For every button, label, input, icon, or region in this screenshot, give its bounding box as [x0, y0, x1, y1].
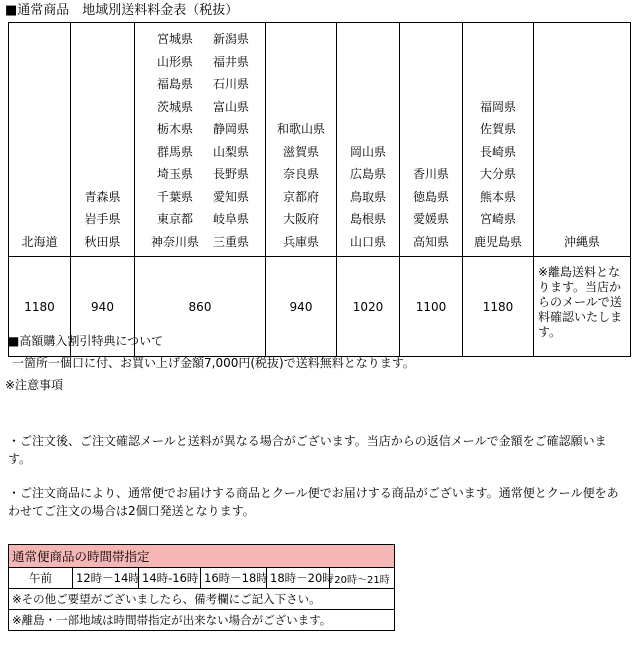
region-name: 長崎県 [479, 144, 516, 159]
region-name: 長野県 [213, 167, 250, 181]
region-name: 福井県 [213, 54, 250, 69]
region-name: 茨城県 [156, 99, 193, 114]
time-table-note-2: ※離島・一部地域は時間帯指定が出来ない場合がございます。 [9, 610, 395, 631]
region-name: 山口県 [349, 234, 386, 249]
region-name: 岡山県 [349, 144, 386, 159]
time-table-note-1: ※その他ご要望がございましたら、備考欄にご記入下さい。 [9, 589, 395, 610]
region-name: 新潟県 [213, 32, 250, 46]
region-name: 鳥取県 [349, 189, 386, 204]
region-name: 鹿児島県 [473, 234, 522, 249]
region-name: 岩手県 [84, 212, 121, 226]
region-name: 佐賀県 [479, 122, 516, 136]
price-kansai: 940 [266, 257, 337, 357]
region-name: 滋賀県 [282, 144, 319, 159]
time-slot-18-20: 18時－20時 [267, 568, 330, 589]
discount-heading: ■高額購入割引特典について [8, 334, 164, 348]
region-name: 東京都 [156, 212, 193, 226]
price-shikoku: 1100 [400, 257, 463, 357]
region-name: 千葉県 [156, 189, 193, 204]
region-name: 愛媛県 [412, 212, 449, 226]
shipping-rate-table [8, 22, 631, 357]
price-kyushu: 1180 [463, 257, 534, 357]
region-kanto-chubu [135, 23, 266, 257]
region-kansai [266, 23, 337, 257]
time-slot-14-16: 14時-16時 [139, 568, 201, 589]
region-name: 石川県 [213, 77, 250, 91]
page-title: ■通常商品 地域別送料料金表（税抜） [5, 3, 239, 18]
notes-heading: ※注意事項 [5, 378, 64, 392]
note-item-2: ・ご注文商品により、通常便でお届けする商品とクール便でお届けする商品がございます。通常便とクール便をあわせてご注文の場合は2個口発送となります。 [8, 486, 619, 518]
region-hokkaido [9, 23, 71, 257]
region-name: 香川県 [412, 167, 449, 181]
okinawa-note: ※離島送料となります。当店からのメールで送料確認いたします。 [534, 257, 631, 357]
region-okinawa [534, 23, 631, 257]
region-name: 富山県 [213, 99, 250, 114]
delivery-time-table [8, 544, 395, 631]
region-name: 和歌山県 [276, 122, 325, 136]
region-name: 京都府 [282, 189, 319, 204]
region-name: 島根県 [349, 212, 386, 226]
region-name: 埼玉県 [156, 167, 193, 181]
region-name: 大阪府 [282, 212, 319, 226]
region-name: 栃木県 [156, 122, 193, 136]
region-kanto-left-column [151, 28, 199, 253]
region-name: 青森県 [84, 189, 121, 204]
region-name: 岐阜県 [213, 212, 250, 226]
price-hokkaido: 1180 [9, 257, 71, 357]
region-name: 熊本県 [479, 189, 516, 204]
region-name: 山梨県 [213, 144, 250, 159]
region-name: 沖縄県 [563, 234, 600, 249]
price-tohoku: 940 [71, 257, 135, 357]
region-name: 奈良県 [282, 167, 319, 181]
region-name: 宮崎県 [479, 212, 516, 226]
region-name: 広島県 [349, 167, 386, 181]
region-name: 大分県 [479, 167, 516, 181]
region-name: 福岡県 [479, 99, 516, 114]
time-slot-12-14: 12時－14時 [73, 568, 139, 589]
discount-text: 一箇所一個口に付、お買い上げ金額7,000円(税抜)で送料無料となります。 [12, 356, 415, 370]
region-name: 福島県 [156, 77, 193, 91]
time-table-header: 通常便商品の時間帯指定 [9, 545, 395, 568]
region-name: 三重県 [213, 234, 250, 249]
region-chugoku [337, 23, 400, 257]
note-item-1: ・ご注文後、ご注文確認メールと送料が異なる場合がございます。当店からの返信メールで金額をご確認願います。 [8, 434, 607, 466]
price-kanto-chubu: 860 [135, 257, 266, 357]
region-name: 群馬県 [156, 144, 193, 159]
region-kyushu [463, 23, 534, 257]
region-shikoku [400, 23, 463, 257]
region-name: 秋田県 [84, 234, 121, 249]
region-row [9, 23, 631, 257]
region-name: 愛知県 [213, 189, 250, 204]
region-name: 北海道 [21, 234, 58, 249]
region-name: 兵庫県 [282, 234, 319, 249]
region-name: 山形県 [156, 54, 193, 69]
price-chugoku: 1020 [337, 257, 400, 357]
region-name: 神奈川県 [150, 234, 199, 249]
region-name: 徳島県 [412, 189, 449, 204]
region-name: 高知県 [412, 234, 449, 249]
region-name: 静岡県 [213, 122, 250, 136]
region-name: 宮城県 [156, 32, 193, 46]
time-slot-morning: 午前 [9, 568, 73, 589]
time-slot-16-18: 16時－18時 [201, 568, 267, 589]
time-slot-row [9, 568, 395, 589]
time-slot-20-21: 20時～21時 [330, 568, 395, 589]
region-tohoku [71, 23, 135, 257]
region-kanto-right-column [213, 28, 249, 253]
